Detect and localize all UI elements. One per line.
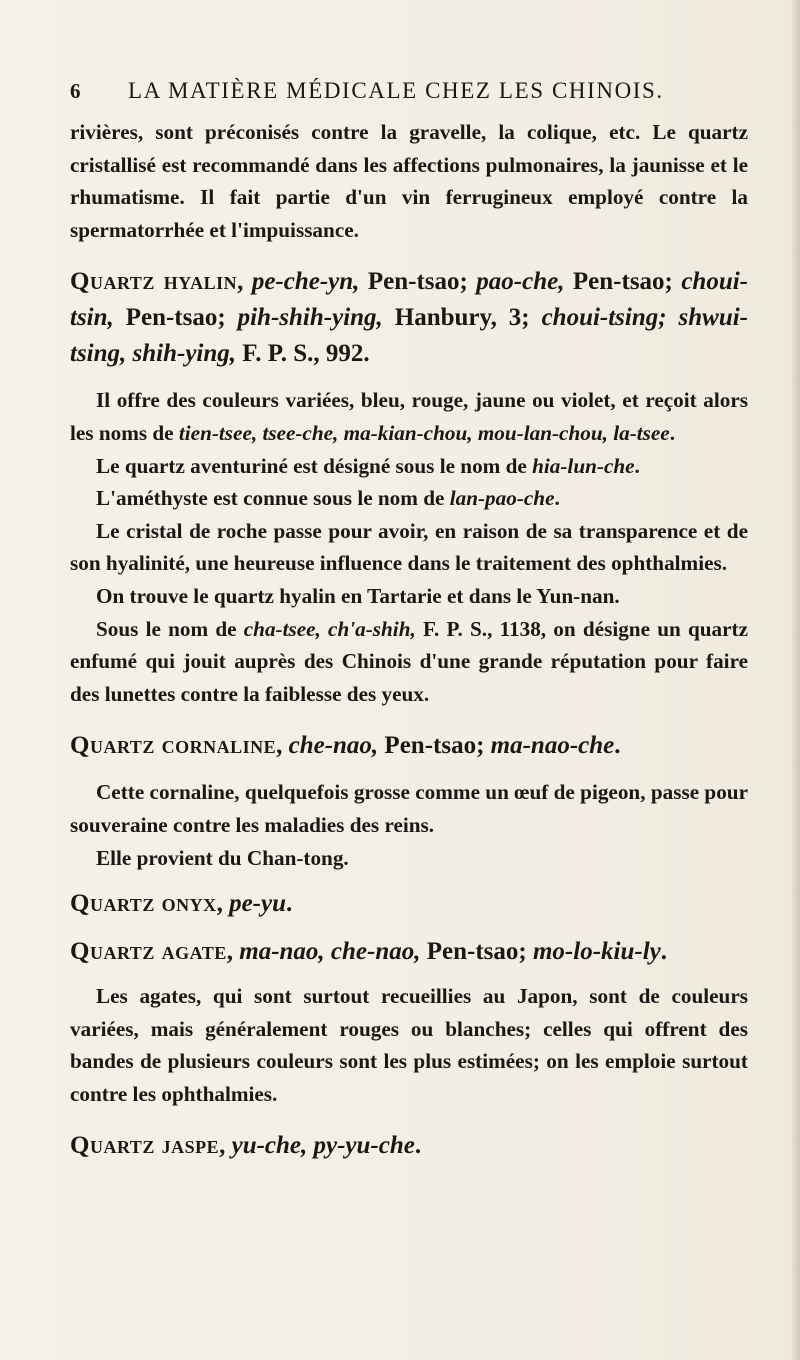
source-ref: Pen-tsao; xyxy=(420,938,533,966)
page-number: 6 xyxy=(70,79,81,103)
punctuation: . xyxy=(669,420,675,445)
separator: , xyxy=(216,890,230,918)
source-ref: Hanbury, 3; xyxy=(382,304,542,332)
paragraph-aventurine xyxy=(70,450,748,483)
source-ref: Pen-tsao; xyxy=(564,268,682,296)
section-heading: Quartz hyalin xyxy=(70,268,238,296)
paragraph-origin: On trouve le quartz hyalin en Tartarie et dans le Yun-nan. xyxy=(96,583,620,608)
section-heading: Quartz onyx xyxy=(70,890,217,918)
paragraph-text: L'améthyste est connue sous le nom de xyxy=(96,486,450,511)
paragraph-text: Il offre des couleurs variées, bleu, rouge, jaune ou violet, et reçoit alors les noms de xyxy=(70,388,748,445)
chinese-names: tien-tsee, tsee-che, ma-kian-chou, mou-lan-chou, la-tsee xyxy=(178,420,670,445)
section-heading: Quartz cornaline xyxy=(70,732,277,760)
paragraph-amethyst xyxy=(70,482,748,515)
paragraph-smoky-quartz xyxy=(70,613,748,711)
chinese-name: mo-lo-kiu-ly xyxy=(532,938,661,966)
punctuation: . xyxy=(414,1132,422,1160)
chinese-names: cha-tsee, ch'a-shih, xyxy=(243,616,416,641)
paragraph-colors xyxy=(70,384,748,449)
separator: , xyxy=(276,732,289,760)
chinese-name: pe-che-yn, xyxy=(251,268,360,296)
section-quartz-cornaline xyxy=(70,728,748,764)
section-quartz-agate xyxy=(70,934,748,970)
source-ref: Pen-tsao; xyxy=(113,304,238,332)
chinese-name: pao-che, xyxy=(476,268,565,296)
section-quartz-jaspe xyxy=(70,1128,748,1164)
paragraph-cornaline-origin: Elle provient du Chan-tong. xyxy=(96,845,349,870)
paragraph-continuation: rivières, sont préconisés contre la gravelle, la colique, etc. Le quartz cristallisé est recommandé dans les affections pulmonaires, la jaunisse et le rhumatisme. Il fait partie d'un vin ferrugineux employé contre la spermatorrhée et l'impuissance. xyxy=(70,120,748,242)
punctuation: . xyxy=(660,938,667,966)
chinese-name: yu-che, py-yu-che xyxy=(231,1132,415,1160)
chinese-name: pe-yu xyxy=(229,890,286,918)
separator: , xyxy=(237,268,252,296)
chinese-name: choui-tsin, xyxy=(70,268,748,332)
paragraph-agates: Les agates, qui sont surtout recueillies au Japon, sont de couleurs variées, mais généralement rouges ou blanches; celles qui offrent des bandes de plusieurs couleurs sont les plus estimées; on les emploie surtout contre les ophthalmies. xyxy=(70,984,748,1106)
section-heading: Quartz agate xyxy=(70,938,227,966)
paragraph-cornaline: Cette cornaline, quelquefois grosse comme un œuf de pigeon, passe pour souveraine contre les maladies des reins. xyxy=(70,780,748,837)
source-ref: Pen-tsao; xyxy=(378,732,491,760)
chinese-name: pih-shih-ying, xyxy=(237,304,383,332)
punctuation: . xyxy=(286,890,293,918)
running-head xyxy=(70,78,748,108)
running-title: LA MATIÈRE MÉDICALE CHEZ LES CHINOIS. xyxy=(128,78,664,103)
source-ref: F. P. S., 992. xyxy=(236,340,370,368)
paragraph-rock-crystal: Le cristal de roche passe pour avoir, en raison de sa transparence et de son hyalinité, une heureuse influence dans le traitement des ophthalmies. xyxy=(70,518,748,576)
page-edge xyxy=(792,0,800,1360)
section-quartz-hyalin xyxy=(70,264,748,372)
chinese-name: ma-nao, che-nao, xyxy=(239,938,421,966)
paragraph-text: Le quartz aventuriné est désigné sous le nom de xyxy=(96,453,533,478)
chinese-name: hia-lun-che xyxy=(532,453,635,478)
chinese-name: che-nao, xyxy=(288,732,379,760)
section-heading: Quartz jaspe xyxy=(70,1132,220,1160)
source-ref: Pen-tsao; xyxy=(359,268,477,296)
separator: , xyxy=(219,1132,232,1160)
punctuation: . xyxy=(634,453,640,478)
chinese-name: lan-pao-che xyxy=(449,486,555,511)
punctuation: . xyxy=(614,732,621,760)
section-quartz-onyx xyxy=(70,886,748,922)
chinese-name: choui-tsing; shwui-tsing, shih-ying, xyxy=(70,304,748,368)
chinese-name: ma-nao-che xyxy=(490,732,615,760)
paragraph-text: Sous le nom de xyxy=(96,616,244,641)
separator: , xyxy=(226,938,240,966)
punctuation: . xyxy=(554,486,560,511)
paragraph-text: F. P. S., 1138, on désigne un quartz enfumé qui jouit auprès des Chinois d'une grande réputation pour faire des lunettes contre la faiblesse des yeux. xyxy=(70,616,748,706)
body-text xyxy=(70,116,748,1164)
